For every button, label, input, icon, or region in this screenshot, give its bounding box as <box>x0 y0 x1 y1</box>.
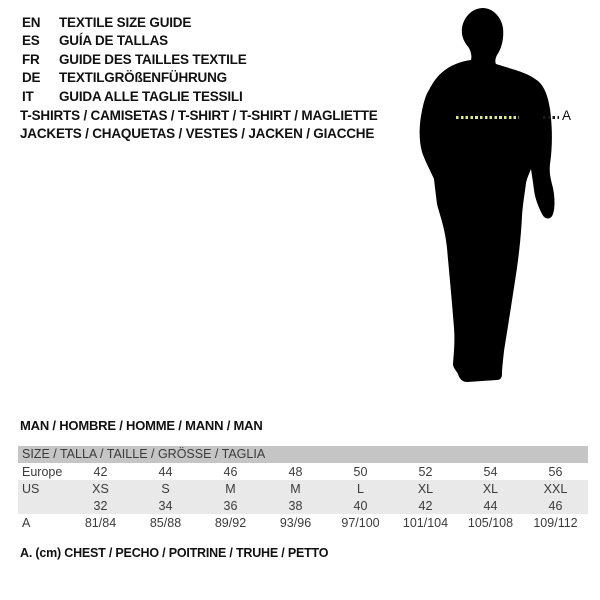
size-cell: 48 <box>288 464 303 479</box>
man-silhouette-graphic <box>405 6 570 390</box>
language-row <box>22 32 247 51</box>
size-cell: 42 <box>418 498 433 513</box>
size-cell: 32 <box>93 498 108 513</box>
size-cell: 97/100 <box>341 515 380 530</box>
language-label: GUIDE DES TAILLES TEXTILE <box>59 51 247 67</box>
language-row <box>22 69 247 88</box>
language-label: GUIDA ALLE TAGLIE TESSILI <box>59 88 243 104</box>
size-cell: 44 <box>483 498 498 513</box>
chest-measure-dash-inner <box>456 116 519 119</box>
size-cell: 50 <box>353 464 368 479</box>
row-label: Europe <box>22 464 63 479</box>
size-cell: L <box>357 481 364 496</box>
language-label: GUÍA DE TALLAS <box>59 33 168 49</box>
size-cell: 46 <box>548 498 563 513</box>
size-cell: M <box>225 481 236 496</box>
size-cell: XL <box>417 481 434 496</box>
size-cell: 40 <box>353 498 368 513</box>
category-line-tshirts: T-SHIRTS / CAMISETAS / T-SHIRT / T-SHIRT / MAGLIETTE <box>20 108 378 123</box>
language-code: ES <box>22 33 40 49</box>
language-code: DE <box>22 70 41 86</box>
row-label: US <box>22 481 40 496</box>
size-cell: 46 <box>223 464 238 479</box>
category-line-jackets: JACKETS / CHAQUETAS / VESTES / JACKEN / GIACCHE <box>20 125 375 141</box>
language-row <box>22 87 247 106</box>
language-code: EN <box>22 14 41 30</box>
measurement-footnote: A. (cm) CHEST / PECHO / POITRINE / TRUHE / PETTO <box>20 546 329 560</box>
size-cell: 109/112 <box>533 515 578 530</box>
language-list <box>22 13 247 106</box>
size-cell: 36 <box>223 498 238 513</box>
language-code: FR <box>22 51 40 67</box>
size-cell: S <box>161 481 170 496</box>
size-table-row <box>18 514 588 531</box>
language-code: IT <box>22 88 34 104</box>
size-cell: 54 <box>483 464 498 479</box>
size-cell: XL <box>482 481 499 496</box>
size-cell: 44 <box>158 464 173 479</box>
measure-label-a: A <box>562 108 572 123</box>
man-silhouette <box>405 6 570 390</box>
size-cell: 105/108 <box>467 515 514 530</box>
size-cell: XXL <box>543 481 568 496</box>
size-cell: 34 <box>158 498 173 513</box>
size-table-header: SIZE / TALLA / TAILLE / GRÖSSE / TAGLIA <box>18 446 588 463</box>
size-cell: 101/104 <box>402 515 449 530</box>
size-table-body <box>18 463 588 531</box>
size-cell: 89/92 <box>214 515 247 530</box>
category-list <box>20 108 378 143</box>
size-cell: 42 <box>93 464 108 479</box>
language-label: TEXTILE SIZE GUIDE <box>59 14 192 30</box>
size-cell: 93/96 <box>279 515 312 530</box>
size-cell: M <box>290 481 301 496</box>
size-table-row <box>18 497 588 514</box>
language-label: TEXTILGRÖßENFÜHRUNG <box>59 70 227 86</box>
size-cell: 38 <box>288 498 303 513</box>
size-table-row <box>18 463 588 480</box>
size-cell: 81/84 <box>84 515 117 530</box>
language-row <box>22 50 247 69</box>
section-title-man: MAN / HOMBRE / HOMME / MANN / MAN <box>20 418 263 433</box>
size-cell: 85/88 <box>149 515 182 530</box>
size-cell: XS <box>92 481 109 496</box>
size-cell: 56 <box>548 464 563 479</box>
row-label: A <box>22 515 31 530</box>
size-cell: 52 <box>418 464 433 479</box>
size-table-row <box>18 480 588 497</box>
chest-measure-dash-outer <box>543 116 559 119</box>
language-row <box>22 13 247 32</box>
size-table <box>18 446 588 531</box>
